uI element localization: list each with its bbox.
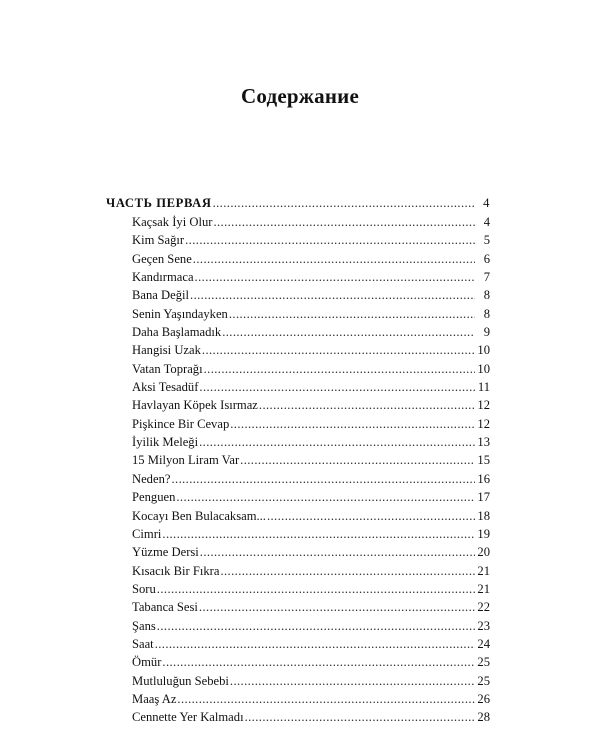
toc-entry-title: Kocayı Ben Bulacaksam...: [132, 508, 266, 523]
toc-entry: [106, 360, 490, 378]
toc-entry-page-number: 26: [477, 691, 490, 706]
toc-entry: [106, 250, 490, 268]
toc-entry-page-number: 20: [477, 545, 490, 560]
toc-entry: [106, 323, 490, 341]
toc-entry-page-number: 5: [483, 233, 490, 248]
toc-entry-title: Saat: [132, 636, 154, 651]
dot-leader: [199, 378, 475, 396]
dot-leader: [200, 543, 475, 561]
toc-entry-title: Bana Değil: [132, 288, 190, 303]
toc-entry-title: İyilik Meleği: [132, 435, 199, 450]
toc-entry-title: Havlayan Köpek Isırmaz: [132, 398, 258, 413]
toc-entry: [106, 286, 490, 304]
toc-entry-title: Soru: [132, 581, 156, 596]
dot-leader: [222, 323, 475, 341]
dot-leader: [202, 341, 475, 359]
toc-entry-title: Kaçsak İyi Olur: [132, 215, 213, 229]
dot-leader: [195, 268, 475, 286]
dot-leader: [213, 194, 475, 213]
toc-entry-page-number: 11: [477, 380, 490, 395]
dot-leader: [229, 305, 475, 323]
toc-entry: [106, 415, 490, 433]
toc-part-entry: [106, 194, 490, 213]
dot-leader: [230, 415, 475, 433]
dot-leader: [185, 231, 475, 249]
toc-entry-page-number: 28: [477, 710, 490, 725]
toc-entry-page-number: 6: [483, 251, 490, 266]
toc-entry-title: Hangisi Uzak: [132, 343, 201, 358]
toc-entry-title: Penguen: [132, 490, 176, 505]
toc-entry: [106, 708, 490, 726]
toc-entry-page-number: 19: [477, 526, 490, 541]
dot-leader: [162, 525, 475, 543]
toc-entry-title: Mutluluğun Sebebi: [132, 673, 229, 688]
toc-entry: [106, 653, 490, 671]
toc-entry: [106, 672, 490, 690]
toc-entry: [106, 580, 490, 598]
dot-leader: [245, 708, 475, 726]
toc-entry-title: Kandırmaca: [132, 270, 194, 285]
toc-entry-title: Daha Başlamadık: [132, 325, 222, 340]
toc-entry-title: 15 Milyon Liram Var: [132, 453, 240, 468]
toc-entry-title: Aksi Tesadüf: [132, 380, 199, 395]
toc-entry-page-number: 15: [477, 453, 490, 468]
toc-entry-page-number: 21: [477, 581, 490, 596]
dot-leader: [162, 653, 475, 671]
toc-entry: [106, 617, 490, 635]
toc-entry-title: Senin Yaşındayken: [132, 306, 228, 321]
toc-entry: [106, 562, 490, 580]
dot-leader: [199, 598, 475, 616]
dot-leader: [230, 672, 475, 690]
dot-leader: [177, 690, 475, 708]
toc-entry-page-number: 9: [483, 325, 490, 340]
toc-entry: [106, 543, 490, 561]
toc-entry-page-number: 21: [477, 563, 490, 578]
toc-entry: [106, 231, 490, 249]
toc-entry-title: Yüzme Dersi: [132, 545, 199, 560]
toc-entry: [106, 507, 490, 525]
dot-leader: [267, 507, 475, 525]
table-of-contents: [106, 194, 490, 727]
toc-entry-page-number: 25: [477, 673, 490, 688]
dot-leader: [259, 396, 475, 414]
toc-entry: [106, 213, 490, 231]
toc-entry: [106, 470, 490, 488]
toc-entry-page-number: 17: [477, 490, 490, 505]
toc-entry-title: Geçen Sene: [132, 251, 192, 266]
page-title: Содержание: [241, 84, 359, 108]
dot-leader: [155, 635, 475, 653]
toc-entry-page-number: 8: [483, 306, 490, 321]
toc-entry-page-number: 4: [483, 215, 490, 229]
toc-entry-page-number: 23: [477, 618, 490, 633]
toc-entry-page-number: 12: [477, 398, 490, 413]
toc-entry-page-number: 16: [477, 471, 490, 486]
dot-leader: [213, 213, 475, 231]
toc-part-page: 4: [483, 196, 490, 210]
dot-leader: [240, 451, 475, 469]
dot-leader: [176, 488, 475, 506]
toc-entry: [106, 396, 490, 414]
toc-entry-page-number: 13: [477, 435, 490, 450]
toc-entry: [106, 690, 490, 708]
dot-leader: [157, 580, 475, 598]
toc-entry-page-number: 12: [477, 416, 490, 431]
dot-leader: [193, 250, 475, 268]
toc-entry-page-number: 10: [477, 361, 490, 376]
toc-entry-page-number: 18: [477, 508, 490, 523]
dot-leader: [171, 470, 475, 488]
toc-entry-title: Şans: [132, 618, 156, 633]
toc-entry-page-number: 8: [483, 288, 490, 303]
dot-leader: [199, 433, 475, 451]
toc-entry: [106, 305, 490, 323]
toc-entry-page-number: 25: [477, 655, 490, 670]
toc-entry-page-number: 22: [477, 600, 490, 615]
toc-entry: [106, 378, 490, 396]
dot-leader: [190, 286, 475, 304]
toc-entry-page-number: 24: [477, 636, 490, 651]
dot-leader: [157, 617, 475, 635]
toc-entry: [106, 433, 490, 451]
toc-entry: [106, 341, 490, 359]
toc-entry-page-number: 10: [477, 343, 490, 358]
toc-entry-title: Kısacık Bir Fıkra: [132, 563, 220, 578]
toc-entry-title: Tabanca Sesi: [132, 600, 198, 615]
dot-leader: [204, 360, 475, 378]
toc-entry: [106, 451, 490, 469]
toc-entry-title: Cimri: [132, 526, 162, 541]
toc-entry: [106, 488, 490, 506]
toc-part-label: ЧАСТЬ ПЕРВАЯ: [106, 196, 212, 210]
toc-entry-title: Pişkince Bir Cevap: [132, 416, 230, 431]
toc-entry-title: Neden?: [132, 471, 171, 486]
toc-entry: [106, 268, 490, 286]
toc-entry-list: [106, 213, 490, 727]
dot-leader: [220, 562, 475, 580]
toc-entry: [106, 525, 490, 543]
toc-entry-title: Maaş Az: [132, 691, 177, 706]
toc-entry-page-number: 7: [483, 270, 490, 285]
toc-entry: [106, 598, 490, 616]
toc-entry-title: Kim Sağır: [132, 233, 185, 248]
toc-entry-title: Ömür: [132, 655, 162, 670]
toc-entry-title: Vatan Toprağı: [132, 361, 203, 376]
toc-entry: [106, 635, 490, 653]
toc-entry-title: Cennette Yer Kalmadı: [132, 710, 244, 725]
